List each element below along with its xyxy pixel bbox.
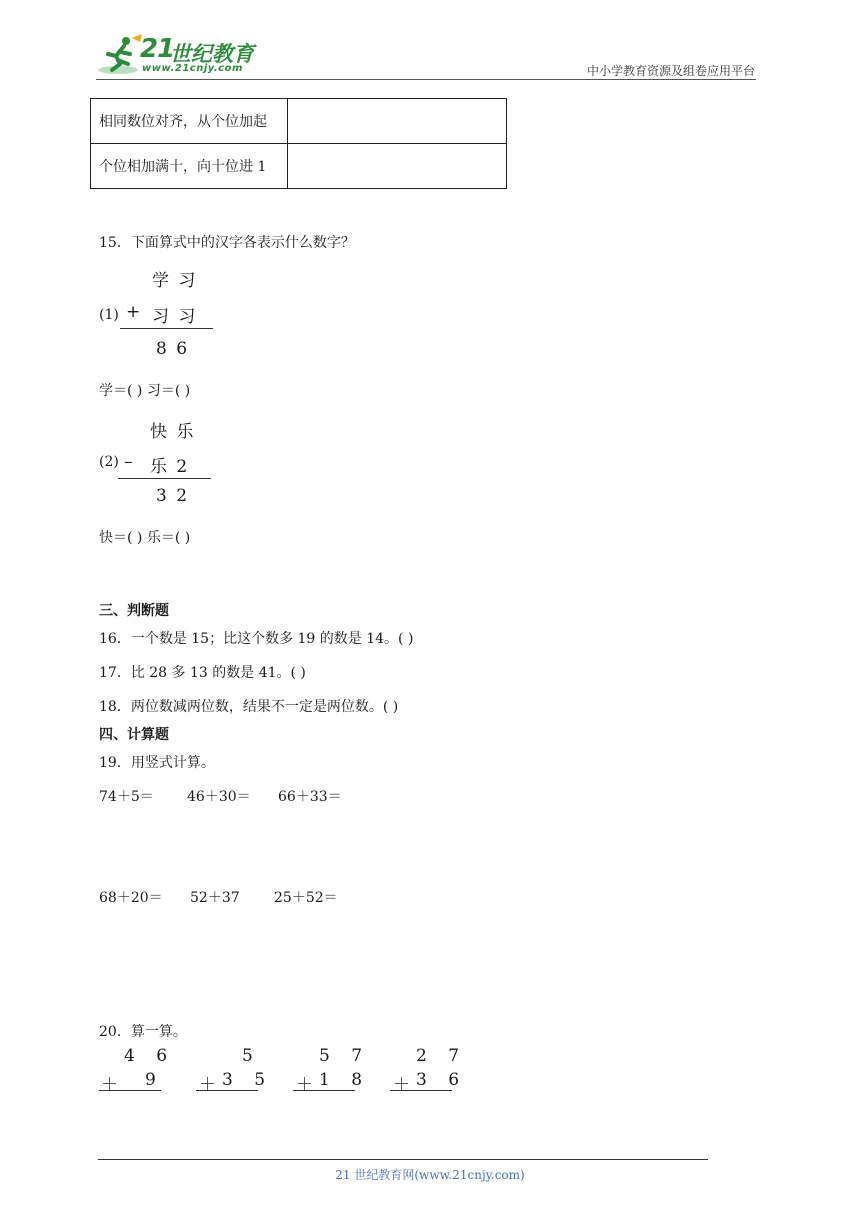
- table-row: [91, 144, 507, 189]
- p1-label: (1): [99, 307, 119, 323]
- vertical-top-number: 4 6: [124, 1046, 176, 1066]
- vertical-bottom-number: 3 6: [416, 1070, 468, 1090]
- p2-top: 快 乐: [150, 422, 196, 442]
- logo-url: www.21cnjy.com: [142, 63, 243, 74]
- vertical-bottom-number: 1 8: [319, 1070, 371, 1090]
- vertical-bottom-number: 3 5: [222, 1070, 274, 1090]
- vertical-top-number: 5: [242, 1046, 261, 1066]
- calc-expression: 66＋33＝: [278, 789, 342, 805]
- vertical-top-number: 5 7: [319, 1046, 371, 1066]
- question-17[interactable]: 17．比 28 多 13 的数是 41。( ): [99, 665, 306, 681]
- p1-answer[interactable]: 学＝( ) 习＝( ): [99, 383, 191, 399]
- plus-sign: ＋: [101, 1075, 118, 1095]
- question-18[interactable]: 18．两位数减两位数，结果不一定是两位数。( ): [99, 699, 399, 715]
- section-3-heading: 三、判断题: [99, 603, 169, 619]
- section-4-heading: 四、计算题: [99, 727, 169, 743]
- p2-result: 3 2: [156, 486, 190, 506]
- question-19-title: 19．用竖式计算。: [99, 755, 215, 771]
- p1-top: 学 习: [152, 271, 198, 291]
- vertical-sum-line: [390, 1090, 452, 1091]
- site-logo: [96, 34, 261, 76]
- p1-sum-line: [120, 328, 213, 329]
- p1-result: 8 6: [156, 339, 190, 359]
- vertical-sum-line: [99, 1090, 161, 1091]
- p2-middle: 乐 2: [150, 457, 190, 477]
- plus-sign: ＋: [199, 1075, 216, 1095]
- vertical-sum-line: [196, 1090, 258, 1091]
- p1-operator: +: [126, 302, 143, 322]
- table-cell-rule: 相同数位对齐，从个位加起: [91, 99, 288, 144]
- p2-difference-line: [118, 478, 211, 479]
- calc-expression: 25＋52＝: [274, 890, 338, 906]
- p1-middle: 习 习: [152, 307, 198, 327]
- runner-icon: [96, 34, 144, 76]
- table-cell-answer[interactable]: [288, 99, 507, 144]
- header-divider: [96, 79, 756, 80]
- vertical-sum-line: [293, 1090, 355, 1091]
- footer-text[interactable]: 21 世纪教育网(www.21cnjy.com): [335, 1168, 525, 1182]
- question-16[interactable]: 16．一个数是 15；比这个数多 19 的数是 14。( ): [99, 631, 414, 647]
- plus-sign: ＋: [393, 1075, 410, 1095]
- calc-expression: 52＋37: [190, 890, 240, 906]
- rule-table: [90, 98, 507, 189]
- logo-number: 21: [140, 34, 175, 64]
- table-cell-answer[interactable]: [288, 144, 507, 189]
- table-row: [91, 99, 507, 144]
- table-cell-rule: 个位相加满十，向十位进 1: [91, 144, 288, 189]
- question-20-title: 20．算一算。: [99, 1024, 187, 1040]
- logo-text: 世纪教育: [170, 42, 254, 66]
- plus-sign: ＋: [296, 1075, 313, 1095]
- p2-operator: –: [124, 452, 135, 472]
- p2-answer[interactable]: 快＝( ) 乐＝( ): [99, 530, 191, 546]
- p2-label: (2): [99, 454, 119, 470]
- footer-divider: [98, 1159, 708, 1160]
- site-tagline: 中小学教育资源及组卷应用平台: [586, 64, 755, 78]
- calc-expression: 68＋20＝: [99, 890, 163, 906]
- vertical-bottom-number: 9: [145, 1070, 164, 1090]
- vertical-top-number: 2 7: [416, 1046, 468, 1066]
- calc-expression: 46＋30＝: [187, 789, 251, 805]
- question-15-title: 15．下面算式中的汉字各表示什么数字？: [99, 235, 355, 251]
- calc-expression: 74＋5＝: [99, 789, 154, 805]
